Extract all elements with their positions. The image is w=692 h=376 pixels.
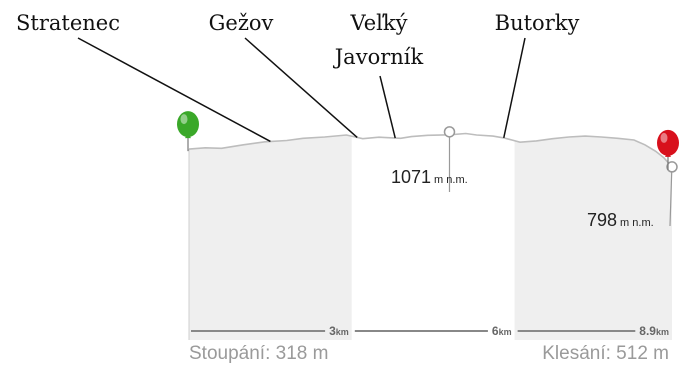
pin-balloon bbox=[177, 111, 199, 137]
tick-unit: km bbox=[498, 327, 512, 337]
waypoint-label: Veľký bbox=[350, 11, 408, 35]
distance-band-2 bbox=[352, 134, 515, 341]
tick-value: 3 bbox=[329, 324, 336, 338]
pin-highlight bbox=[661, 133, 668, 143]
distance-band-3 bbox=[515, 136, 672, 340]
waypoint-label: Butorky bbox=[494, 11, 580, 35]
tick-value: 8.9 bbox=[639, 324, 656, 338]
distance-tick-label bbox=[329, 324, 349, 338]
peak-marker-ring bbox=[444, 127, 454, 137]
waypoint-leader-line bbox=[504, 38, 525, 138]
peak-unit: m n.m. bbox=[434, 174, 468, 186]
waypoint-leader-line bbox=[78, 38, 270, 141]
ascent-stat: Stoupání: 318 m bbox=[189, 343, 329, 364]
waypoint-label: Gežov bbox=[208, 11, 274, 35]
tick-unit: km bbox=[655, 327, 669, 337]
descent-stat: Klesání: 512 m bbox=[542, 343, 669, 364]
pin-balloon bbox=[657, 130, 679, 156]
end-unit: m n.m. bbox=[620, 217, 654, 229]
pin-highlight bbox=[181, 114, 188, 124]
waypoint-label: Stratenec bbox=[16, 11, 120, 35]
peak-value: 1071 bbox=[391, 167, 432, 187]
distance-tick-label bbox=[639, 324, 669, 338]
tick-unit: km bbox=[335, 327, 349, 337]
waypoint-leader-line bbox=[380, 76, 395, 138]
distance-tick-label bbox=[492, 324, 512, 338]
start-pin-icon bbox=[177, 111, 199, 151]
end-value: 798 bbox=[587, 210, 618, 230]
distance-band-1 bbox=[189, 135, 352, 340]
waypoint-label-line-2: Javorník bbox=[334, 45, 424, 69]
tick-value: 6 bbox=[491, 324, 499, 338]
